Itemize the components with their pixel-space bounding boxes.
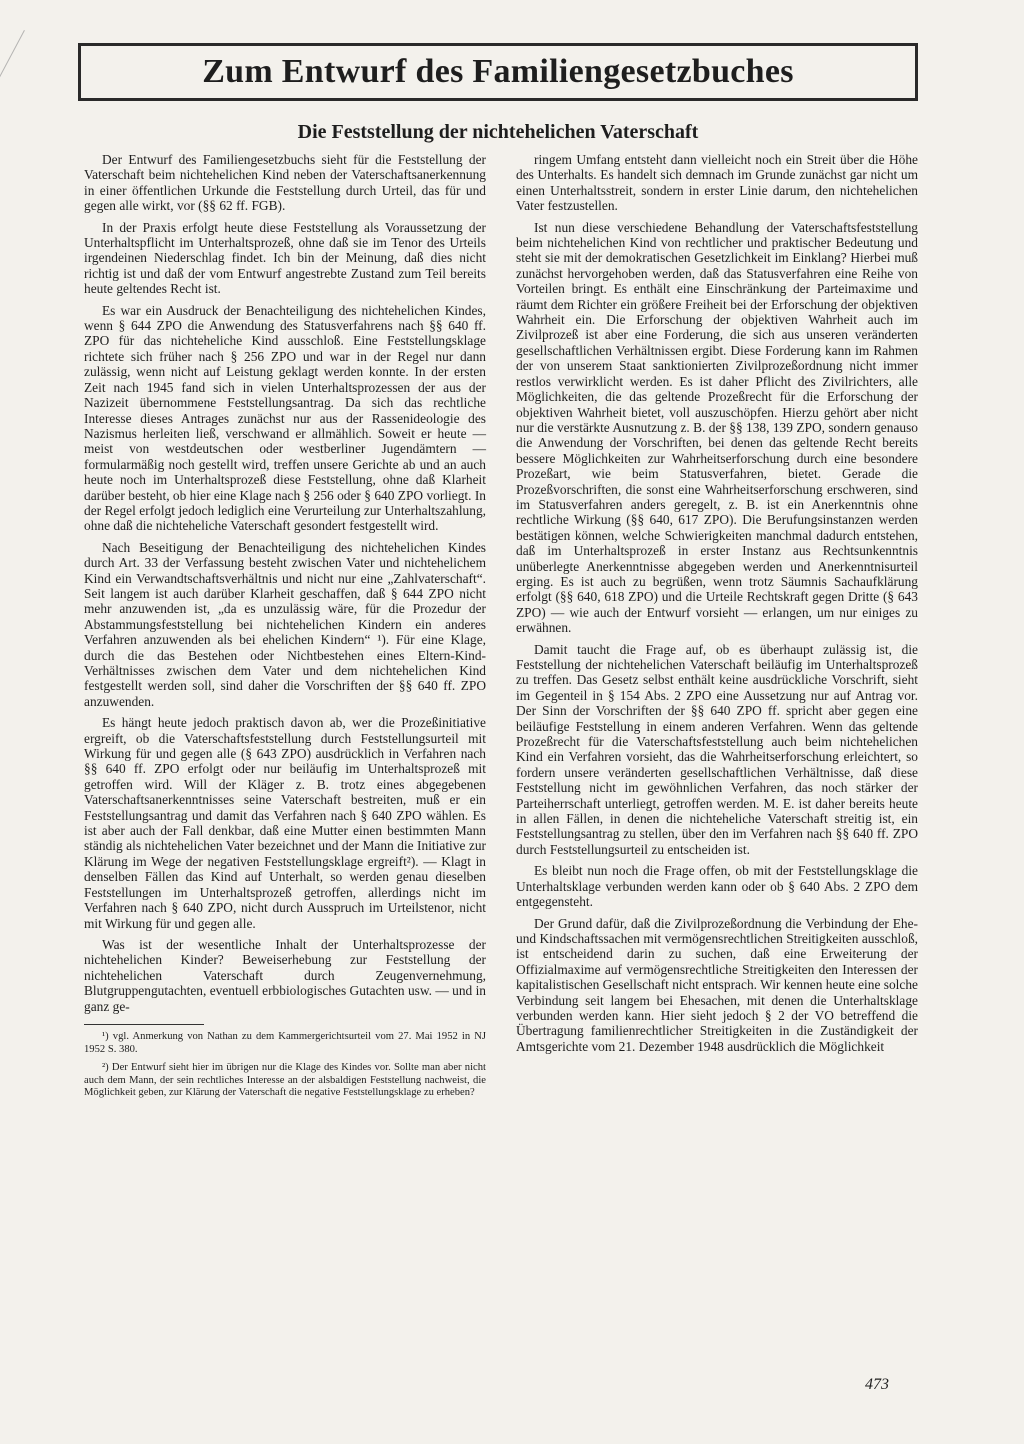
paragraph: Was ist der wesentliche Inhalt der Unterhaltsprozesse der nichtehelichen Kinder? Beweiserhebung zur Feststellung der nichtehelichen Vaterschaft durch Zeugenvernehmung, Blutgruppengutachten, eventuell erbbiologisches Gutachten usw. — und in ganz ge-	[84, 936, 486, 1014]
paragraph: Nach Beseitigung der Benachteiligung des nichtehelichen Kindes durch Art. 33 der Verfassung besteht zwischen Vater und nichtehelichem Kind ein Verwandtschaftsverhältnis und nicht nur eine „Zahlvaterschaft“. Seit langem ist auch darüber Klarheit geschaffen, daß § 644 ZPO nicht mehr anzuwenden ist, „da es unzulässig wäre, für die Prozedur der Abstammungsfeststellung bei nichtehelichen Kindern ein anderes Verfahren anzuwenden als bei ehelichen Kindern“ ¹). Für eine Klage, durch die das Bestehen oder Nichtbestehen eines Eltern-Kind-Verhältnisses zwischen dem Vater und dem nichtehelichen Kind festgestellt werden soll, sind daher die Vorschriften der §§ 640 ff. ZPO anzuwenden.	[84, 539, 486, 709]
paragraph: Es hängt heute jedoch praktisch davon ab, wer die Prozeßinitiative ergreift, ob die Vaterschaftsfeststellung durch Feststellungsurteil mit Wirkung für und gegen alle (§ 643 ZPO) ausdrücklich in Verfahren nach §§ 640 ff. ZPO erfolgt oder nur beiläufig im Unterhaltsprozeß mit getroffen wird. Will der Kläger z. B. trotz eines abgegebenen Vaterschaftsanerkenntnisses seine Vaterschaft bestreiten, muß er ein Feststellungsantrag und damit das Verfahren nach § 640 ZPO wählen. Es ist aber auch der Fall denkbar, daß eine Mutter einen bestimmten Mann ständig als nichtehelichen Vater bezeichnet und der Mann die Initiative zur Klärung im Wege der negativen Feststellungsklage ergreift²). — Klagt in denselben Fällen das Kind auf Unterhalt, so werden genau dieselben Feststellungen im Unterhaltsprozeß getroffen, allerdings nicht im Verfahren nach § 640 ZPO, nicht durch Ausspruch im Urteilstenor, nicht mit Wirkung für und gegen alle.	[84, 715, 486, 931]
footnote: ²) Der Entwurf sieht hier im übrigen nur die Klage des Kindes vor. Sollte man aber nicht auch dem Mann, der sein rechtliches Interesse an der alsbaldigen Feststellung nachweist, die Möglichkeit geben, zur Klärung der Vaterschaft die negative Feststellungsklage zu erheben?	[84, 1062, 486, 1099]
paragraph: Es bleibt nun noch die Frage offen, ob mit der Feststellungsklage die Unterhaltsklage verbunden werden kann oder ob § 640 Abs. 2 ZPO dem entgegensteht.	[516, 863, 918, 910]
heading-box	[78, 43, 918, 101]
paragraph: Der Grund dafür, daß die Zivilprozeßordnung die Verbindung der Ehe- und Kindschaftssachen mit vermögensrechtlichen Streitigkeiten ausschloß, ist entscheidend darin zu suchen, daß eine Erweiterung der Offizialmaxime auf vermögensrechtliche Streitigkeiten den Interessen der kapitalistischen Gesellschaft nicht entsprach. Wir kennen heute eine solche Verbindung seit langem bei Ehesachen, mit denen die Unterhaltsklage verbunden werden kann. Hier sieht jedoch § 2 der VO betreffend die Übertragung familienrechtlicher Streitigkeiten in die Zuständigkeit der Amtsgerichte vom 21. Dezember 1948 ausdrücklich die Möglichkeit	[516, 915, 918, 1054]
scan-mark-line	[0, 30, 25, 198]
footnote-rule	[84, 1024, 204, 1025]
left-column	[84, 152, 486, 1397]
article-title: Die Feststellung der nichtehelichen Vaterschaft	[297, 121, 699, 143]
article-body	[84, 152, 918, 1397]
paragraph: Es war ein Ausdruck der Benachteiligung des nichtehelichen Kindes, wenn § 644 ZPO die Anwendung des Statusverfahrens nach §§ 640 ff. ZPO für das nichteheliche Kind ausschloß. Eine Feststellungsklage richtete sich früher nach § 256 ZPO und war in der Regel nur dann zulässig, wenn nicht auf Leistung geklagt werden konnte. In der ersten Zeit nach 1945 fand sich in vielen Unterhaltsprozessen der aus der Nazizeit übernommene Feststellungsantrag. Da sich das rechtliche Interesse dieses Antrages zunächst nur aus der Rassenideologie des Nazismus herleiten ließ, verschwand er allmählich. Soweit er heute — meist von westdeutschen oder westberliner Jugendämtern — formularmäßig noch gestellt wird, treffen unsere Gerichte ab und an auch heute noch im Unterhaltsprozeß diese Feststellung, ohne daß Klarheit darüber besteht, ob hier eine Klage nach § 256 oder § 640 ZPO vorliegt. In der Regel erfolgt jedoch lediglich eine Verurteilung zur Unterhaltszahlung, ohne daß die nichteheliche Vaterschaft gesondert festgestellt wird.	[84, 302, 486, 534]
paragraph: In der Praxis erfolgt heute diese Feststellung als Voraussetzung der Unterhaltspflicht im Unterhaltsprozeß, ohne daß sie im Tenor des Urteils irgendeinen Niederschlag findet. Ich bin der Meinung, daß dies nicht richtig ist und daß der vom Entwurf angestrebte Zustand zum Teil bereits heute geltendes Recht ist.	[84, 219, 486, 297]
page-number: 473	[865, 1376, 889, 1393]
page-heading: Zum Entwurf des Familiengesetzbuches	[202, 53, 794, 90]
paragraph: Damit taucht die Frage auf, ob es überhaupt zulässig ist, die Feststellung der nichtehelichen Vaterschaft beiläufig im Unterhaltsprozeß zu treffen. Das Gesetz selbst enthält keine ausdrückliche Vorschrift, sieht im Gegenteil in § 154 Abs. 2 ZPO eine Aussetzung nur auf Antrag vor. Der Sinn der Vorschriften der §§ 640 ZPO ff. spricht aber gegen eine beiläufige Feststellung in einem anderen Verfahren. Wenn das geltende Prozeßrecht für die Vaterschaftsfeststellung auch beim nichtehelichen Kind ein Verfahren vorsieht, das die Wahrheitserforschung erleichtert, so fordern unsere veränderten gesellschaftlichen Verhältnisse, daß diese Feststellung nicht im gewöhnlichen Verfahren, das noch stärker der Parteiherrschaft unterliegt, getroffen werden. M. E. ist daher bereits heute in allen Fällen, in denen die nichteheliche Vaterschaft streitig ist, ein Feststellungsantrag zu stellen, über den im Verfahren nach §§ 640 ff. ZPO durch Feststellungsurteil zu entscheiden ist.	[516, 641, 918, 857]
right-column	[516, 152, 918, 1397]
paragraph: ringem Umfang entsteht dann vielleicht noch ein Streit über die Höhe des Unterhalts. Es handelt sich demnach im Grunde zunächst gar nicht um einen Unterhaltsstreit, sondern in erster Linie darum, den nichtehelichen Vater festzustellen.	[516, 152, 918, 214]
paragraph: Der Entwurf des Familiengesetzbuchs sieht für die Feststellung der Vaterschaft beim nichtehelichen Kind neben der Vaterschaftsanerkennung in einer öffentlichen Urkunde die Feststellung durch Urteil, das für und gegen alle wirkt, vor (§§ 62 ff. FGB).	[84, 152, 486, 214]
footnote: ¹) vgl. Anmerkung von Nathan zu dem Kammergerichtsurteil vom 27. Mai 1952 in NJ 1952 S. 380.	[84, 1030, 486, 1055]
paragraph: Ist nun diese verschiedene Behandlung der Vaterschaftsfeststellung beim nichtehelichen Kind von rechtlicher und praktischer Bedeutung und steht sie mit der demokratischen Gesetzlichkeit im Einklang? Hierbei muß zunächst hervorgehoben werden, daß das Statusverfahren eine Reihe von Vorteilen bringt. Es enthält eine Einschränkung der Parteimaxime und räumt dem Richter ein größere Freiheit bei der Erforschung der objektiven Wahrheit ein. Die Erforschung der objektiven Wahrheit auch im Zivilprozeß ist aber eine Forderung, die sich aus unseren veränderten gesellschaftlichen Verhältnissen ergibt. Diese Forderung kann im Rahmen der von unserem Staat sanktionierten Zivilprozeßordnung nicht immer restlos verwirklicht werden. Es ist daher Pflicht des Zivilrichters, alle Möglichkeiten, die das geltende Prozeßrecht für die Erforschung der objektiven Wahrheit bietet, voll auszuschöpfen. Hierzu gehört aber nicht nur die verstärkte Ausnutzung z. B. der §§ 138, 139 ZPO, sondern genauso die Anwendung der Vorschriften, bei denen das geltende Recht bereits bessere Möglichkeiten zur Wahrheitserforschung durch eine besondere Prozeßart, wie beim Statusverfahren, bietet. Gerade die Prozeßvorschriften, die sonst eine Wahrheitserforschung erschweren, sind im Statusverfahren anders geregelt, z. B. ist ein Anerkenntnis ohne rechtliche Wirkung (§§ 640, 617 ZPO). Die Berufungsinstanzen werden bestätigen können, welche Schwierigkeiten manchmal dadurch entstehen, daß im Unterhaltsprozeß in erster Instanz aus Rechtsunkenntnis unüberlegte Anerkenntnisse abgegeben werden und Anerkenntnisurteil erging. Es ist auch zu begrüßen, wenn trotz Säumnis Sachaufklärung erfolgt (§§ 640, 618 ZPO) und die Urteile Rechtskraft gegen Dritte (§ 643 ZPO) — wie auch der Entwurf vorsieht — erlangen, um nur einiges zu erwähnen.	[516, 219, 918, 636]
